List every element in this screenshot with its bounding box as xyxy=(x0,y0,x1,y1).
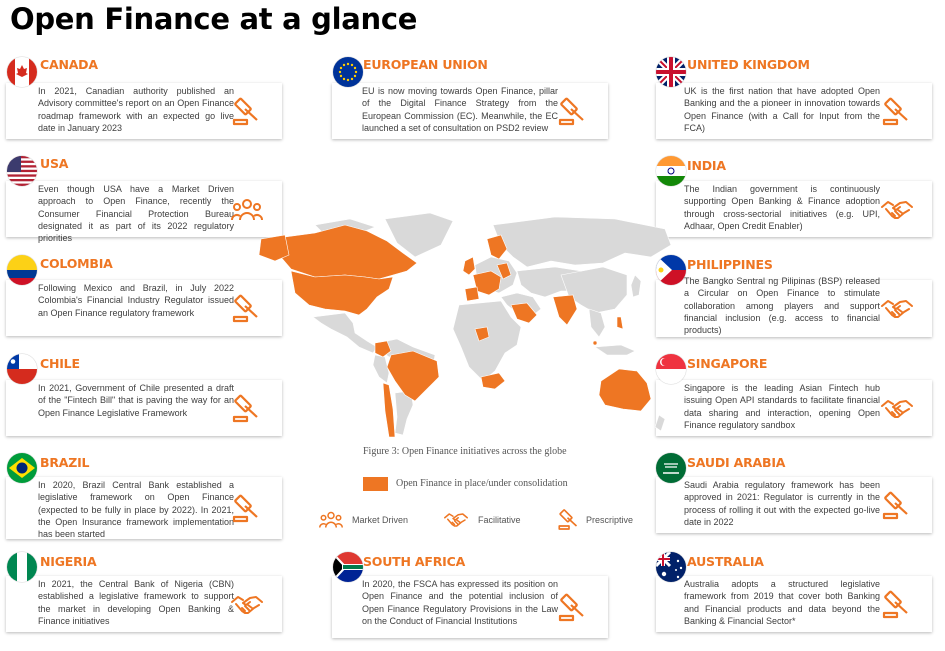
flag-saudi-arabia-icon xyxy=(656,453,686,483)
country-card-chile xyxy=(6,380,282,436)
handshake-icon xyxy=(880,293,914,325)
map-japan xyxy=(631,275,641,297)
flag-colombia-icon xyxy=(7,255,37,285)
country-card-saudi-arabia xyxy=(656,477,932,533)
map-russia xyxy=(493,217,671,267)
legend-facilitative-label: Facilitative xyxy=(478,515,521,525)
flag-chile-icon xyxy=(7,354,37,384)
gavel-icon xyxy=(880,589,914,621)
card-text: Australia adopts a structured legislative framework from 2019 that cover both Banking and Financial products and data beyond the Banking & Financial Sector* xyxy=(684,579,880,626)
country-name: UNITED KINGDOM xyxy=(687,57,810,72)
flag-australia-icon xyxy=(656,552,686,582)
flag-brazil-icon xyxy=(7,453,37,483)
handshake-icon xyxy=(880,393,914,425)
card-text: Saudi Arabia regulatory framework has been approved in 2021: Regulator is currently in the process of rolling it out with the expected go-live date in 2022 xyxy=(684,480,880,527)
map-africa-grey xyxy=(453,301,521,381)
country-card-australia xyxy=(656,576,932,632)
card-text: Even though USA have a Market Driven approach to Open Finance, recently the Consumer Financial Protection Bureau designated it as part of its 2022 regulatory priorities xyxy=(38,184,234,244)
country-name: PHILIPPINES xyxy=(687,257,773,272)
card-text: In 2020, the FSCA has expressed its position on Open Finance and the potential inclusion of Open Finance Regulatory Provisions in the Law on the Conduct of Financial Institutions xyxy=(362,579,558,626)
legend-prescriptive-label: Prescriptive xyxy=(586,515,634,525)
country-card-colombia xyxy=(6,280,282,336)
card-text: EU is now moving towards Open Finance, pillar of the Digital Finance Strategy from the European Commission (EC). Meanwhile, the EC launched a set of consultation on PSD2 review xyxy=(362,86,558,133)
country-name: SOUTH AFRICA xyxy=(363,554,466,569)
gavel-icon xyxy=(556,508,582,532)
map-peru xyxy=(373,355,389,383)
country-card-south-africa xyxy=(332,576,608,638)
country-name: CANADA xyxy=(40,57,98,72)
flag-european-union-icon xyxy=(333,57,363,87)
handshake-icon xyxy=(442,508,470,532)
country-name: AUSTRALIA xyxy=(687,554,764,569)
country-card-philippines xyxy=(656,276,932,337)
country-name: NIGERIA xyxy=(40,554,97,569)
gavel-icon xyxy=(880,490,914,522)
card-text: UK is the first nation that have adopted Open Banking and the a pioneer in innovation towards Open Finance (with a Call for Input from the FCA) xyxy=(684,86,880,133)
card-text: Following Mexico and Brazil, in July 2022 Colombia's Financial Industry Regulator issued an Open Finance regulatory framework xyxy=(38,283,234,318)
map-alaska xyxy=(259,235,289,261)
map-iberia xyxy=(465,287,479,301)
figure-caption: Figure 3: Open Finance initiatives across the globe xyxy=(363,446,567,457)
world-map xyxy=(255,205,675,440)
country-name: INDIA xyxy=(687,158,726,173)
country-name: SAUDI ARABIA xyxy=(687,455,786,470)
card-text: The Bangko Sentral ng Pilipinas (BSP) released a Circular on Open Finance to stimulate collaboration among players and support financial inclusion (e.g. access to financial products) xyxy=(684,276,880,336)
country-card-usa xyxy=(6,181,282,244)
legend-market-driven-label: Market Driven xyxy=(352,515,409,525)
country-card-united-kingdom xyxy=(656,83,932,139)
map-australia xyxy=(599,369,651,411)
map-india xyxy=(553,295,577,325)
flag-usa-icon xyxy=(7,156,37,186)
card-text: In 2021, Government of Chile presented a draft of the "Fintech Bill" that is paving the way for an Open Finance Legislative Framework xyxy=(38,383,234,418)
map-singapore xyxy=(593,341,597,345)
card-text: In 2021, Canadian authority published an Advisory committee's report on an Open Finance roadmap framework with an expected go live date in January 2023 xyxy=(38,86,234,133)
map-mexico xyxy=(313,313,377,353)
flag-nigeria-icon xyxy=(7,552,37,582)
country-name: SINGAPORE xyxy=(687,356,768,371)
map-philippines xyxy=(617,317,623,329)
handshake-icon xyxy=(880,194,914,226)
legend-label: Open Finance in place/under consolidation xyxy=(396,478,568,489)
gavel-icon xyxy=(556,96,590,128)
gavel-icon xyxy=(880,96,914,128)
country-card-nigeria xyxy=(6,576,282,632)
country-card-brazil xyxy=(6,477,282,539)
map-new-zealand xyxy=(655,415,665,431)
map-uk xyxy=(463,257,475,275)
country-card-singapore xyxy=(656,380,932,436)
map-chile xyxy=(383,383,395,437)
people-icon xyxy=(318,508,344,532)
flag-india-icon xyxy=(656,156,686,186)
map-southeast-asia xyxy=(589,309,605,337)
flag-united-kingdom-icon xyxy=(656,57,686,87)
gavel-icon xyxy=(230,493,264,525)
flag-south-africa-icon xyxy=(333,552,363,582)
card-text: In 2020, Brazil Central Bank established a legislative framework on Open Finance (expected to be fully in place by 2022). In 2021, the Open Insurance framework implementation has been started xyxy=(38,480,234,540)
gavel-icon xyxy=(556,592,590,624)
legend-swatch xyxy=(363,477,388,491)
gavel-icon xyxy=(230,96,264,128)
card-text: The Indian government is continuously supporting Open Banking & Finance adoption through cross-sectorial initiatives (e.g. UPI, Adhaar, Open Credit Enabler) xyxy=(684,184,880,231)
flag-canada-icon xyxy=(7,57,37,87)
card-text: In 2021, the Central Bank of Nigeria (CBN) established a legislative framework to support the market in developing Open Banking & Finance initiatives xyxy=(38,579,234,626)
country-name: EUROPEAN UNION xyxy=(363,57,488,72)
country-card-canada xyxy=(6,83,282,139)
map-indonesia xyxy=(595,345,635,355)
country-name: CHILE xyxy=(40,356,80,371)
card-text: Singapore is the leading Asian Fintech hub issuing Open API standards to facilitate financial data sharing and interaction, opening Open Finance regulatory sandbox xyxy=(684,383,880,430)
country-name: COLOMBIA xyxy=(40,256,113,271)
page-title: Open Finance at a glance xyxy=(10,2,418,36)
country-card-india xyxy=(656,181,932,237)
country-card-european-union xyxy=(332,83,608,139)
country-name: BRAZIL xyxy=(40,455,90,470)
country-name: USA xyxy=(40,156,69,171)
handshake-icon xyxy=(230,589,264,621)
